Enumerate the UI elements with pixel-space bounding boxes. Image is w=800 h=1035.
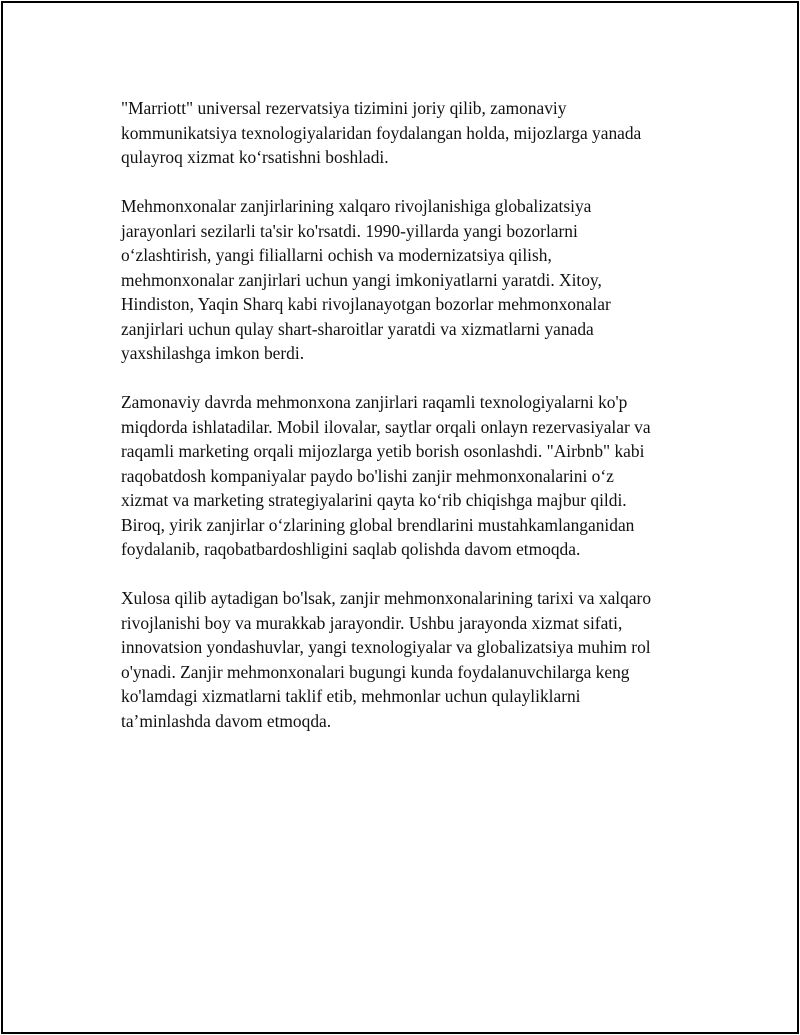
paragraph-2 <box>121 194 701 366</box>
text-line: qulayroq xizmat koʻrsatishni boshladi. <box>121 147 389 167</box>
page-frame <box>1 1 799 1034</box>
text-line: taʼminlashda davom etmoqda. <box>121 710 332 731</box>
text-line: rivojlanishi boy va murakkab jarayondir. Ushbu jarayonda xizmat sifati, <box>121 612 623 633</box>
text-line: Xulosa qilib aytadigan bo'lsak, zanjir mehmonxonalarining tarixi va xalqaro <box>121 588 652 608</box>
text-line: miqdorda ishlatadilar. Mobil ilovalar, saytlar orqali onlayn rezervasiyalar va <box>121 416 651 437</box>
paragraph-1 <box>121 96 701 170</box>
text-line: innovatsion yondashuvlar, yangi texnologiyalar va globalizatsiya muhim rol <box>121 637 651 657</box>
text-line: Zamonaviy davrda mehmonxona zanjirlari raqamli texnologiyalarni ko'p <box>121 392 628 412</box>
text-line: foydalanib, raqobatbardoshligini saqlab qolishda davom etmoqda. <box>121 539 581 559</box>
text-line: o'ynadi. Zanjir mehmonxonalari bugungi kunda foydalanuvchilarga keng <box>121 661 630 682</box>
text-line: Biroq, yirik zanjirlar oʻzlarining global brendlarini mustahkamlanganidan <box>121 514 635 535</box>
text-line: yaxshilashga imkon berdi. <box>121 343 305 363</box>
text-line: Mehmonxonalar zanjirlarining xalqaro rivojlanishiga globalizatsiya <box>121 196 592 216</box>
text-line: raqamli marketing orqali mijozlarga yetib borish osonlashdi. "Airbnb" kabi <box>121 441 645 461</box>
text-line: kommunikatsiya texnologiyalaridan foydalangan holda, mijozlarga yanada <box>121 122 642 143</box>
text-line: jarayonlari sezilarli ta'sir ko'rsatdi. 1990-yillarda yangi bozorlarni <box>121 220 578 241</box>
text-line: "Marriott" universal rezervatsiya tizimini joriy qilib, zamonaviy <box>121 98 567 118</box>
text-line: Hindiston, Yaqin Sharq kabi rivojlanayotgan bozorlar mehmonxonalar <box>121 294 611 314</box>
text-line: zanjirlari uchun qulay shart-sharoitlar yaratdi va xizmatlarni yanada <box>121 318 594 339</box>
text-line: xizmat va marketing strategiyalarini qayta koʻrib chiqishga majbur qildi. <box>121 490 627 510</box>
text-line: ko'lamdagi xizmatlarni taklif etib, mehmonlar uchun qulayliklarni <box>121 686 581 706</box>
text-line: raqobatdosh kompaniyalar paydo bo'lishi zanjir mehmonxonalarini oʻz <box>121 465 614 486</box>
paragraph-4 <box>121 586 701 733</box>
text-line: mehmonxonalar zanjirlari uchun yangi imkoniyatlarni yaratdi. Xitoy, <box>121 269 602 290</box>
paragraph-3 <box>121 390 701 562</box>
document-body <box>121 96 701 758</box>
text-line: oʻzlashtirish, yangi filiallarni ochish va modernizatsiya qilish, <box>121 245 552 265</box>
